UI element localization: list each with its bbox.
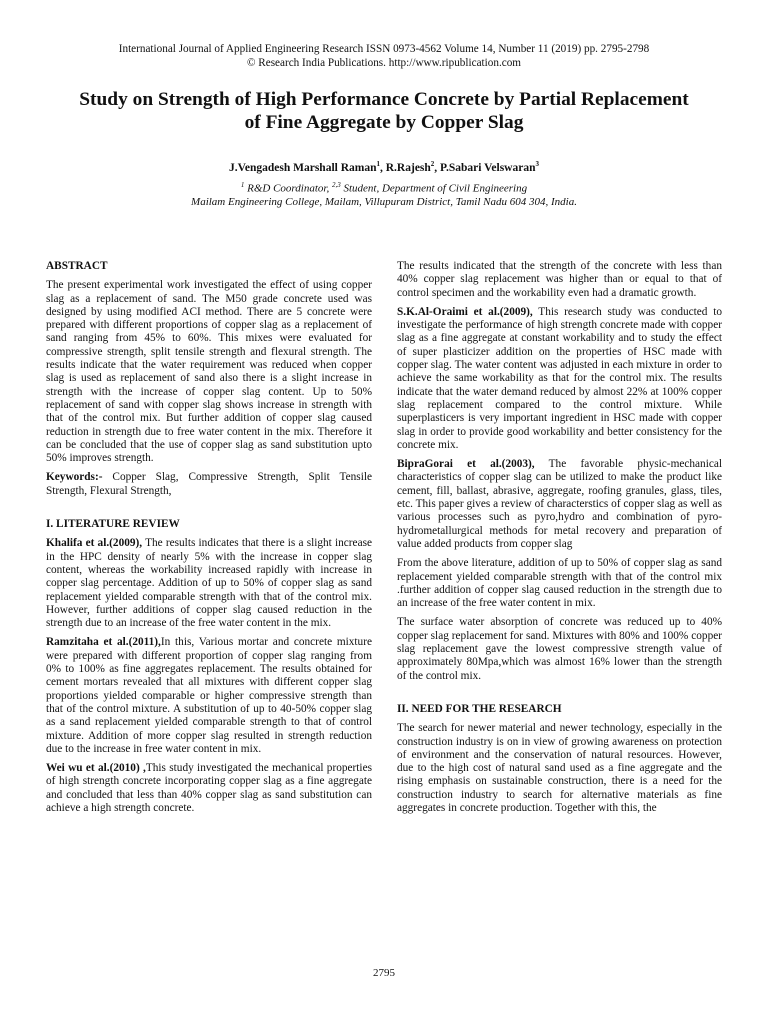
author-1-sup: 1 <box>376 160 380 168</box>
abstract-body: The present experimental work investigated the effect of using copper slag as a replacement of sand. The M50 grade concrete used was designed by using modified ACI method. There are 5 concrete were prepared with different proportions of copper slag as a replacement of sand ranging from 45% to 60%. This mixes were evaluated for compressive strength, split tensile strength and flexural strength. The results indicate that the water requirement was reduced when copper slag is used as replacement of sand also there is a slight increase in strength with the increase of copper slag content. Up to 50% replacement of sand with copper slag shows increase in strength with that of the control mix. But further addition of copper slag caused reduction in strength due to free water content in the mix. Therefore it can be concluded that the use of copper slag as sand substitution upto 50% improves strength. <box>46 279 372 465</box>
author-separator: , <box>380 161 386 174</box>
literature-review-heading: I. LITERATURE REVIEW <box>46 518 180 531</box>
lit-paragraph-weiwu <box>46 762 372 815</box>
lit-lead-aloraimi: S.K.Al-Oraimi et al.(2009), <box>397 305 533 318</box>
keywords-label: Keywords:- <box>46 471 103 484</box>
title-line2: of Fine Aggregate by Copper Slag <box>244 112 524 133</box>
author-2-sup: 2 <box>430 160 435 168</box>
aff-sup-2: 2,3 <box>331 181 341 189</box>
author-2: R.Rajesh <box>385 161 431 174</box>
lit-paragraph-weiwu-cont: The results indicated that the strength of the concrete with less than 40% copper slag replacement was higher than or equal to that of control specimen and the workability even had a dramatic growth. <box>397 260 722 299</box>
journal-header-line1: International Journal of Applied Engineering Research ISSN 0973-4562 Volume 14, Number 11 (2019) pp. 2795-2798 <box>118 43 650 55</box>
lit-lead-bipragorai: BipraGorai et al.(2003), <box>397 458 535 471</box>
title-line1: Study on Strength of High Performance Concrete by Partial Replacement <box>79 89 689 110</box>
lit-paragraph-summary: From the above literature, addition of up to 50% of copper slag as sand replacement yielded comparable strength with that of the control mix .further addition of copper slag caused reduction in the strength due to an increase of the free water content in mix. <box>397 557 722 610</box>
right-column <box>397 260 722 821</box>
lit-text-ramzitaha: In this, Various mortar and concrete mixture were prepared with different proportion of copper slag ranging from 0% to 100% as fine aggregates replacement. The results obtained for cement mortars revealed that all mixtures with different copper slag proportions yielded comparable or higher compressive strength than that of the control mixture. A substitution of up to 40-50% copper slag as a sand replacement yielded comparable strength to that of control mixture. Addition of more copper slag resulted in strength reduction due to the increase in free water content in mix. <box>46 636 372 755</box>
aff-role-1: R&D Coordinator, <box>247 182 332 195</box>
lit-lead-ramzitaha: Ramzitaha et al.(2011), <box>46 636 161 649</box>
lit-text-bipragorai: The favorable physic-mechanical characteristics of copper slag can be utilized to make the product like cement, fill, ballast, abrasive, aggregate, roofing granules, glass, tiles, etc. This paper gives a review of characterstics of copper slag as well as various processes such as pyro,hydro and combination of pyro-hydrometallurgical methods for metal recovery and preparation of value added products from copper slag <box>397 458 723 550</box>
aff-sup-1: 1 <box>240 181 245 189</box>
lit-paragraph-khalifa <box>46 537 372 630</box>
affiliation-line1 <box>0 181 768 195</box>
need-paragraph: The search for newer material and newer technology, especially in the construction industry is on in view of growing awareness on protection of environment and the conservation of natural resources. However, due to the high cost of natural sand used as a fine aggregate and the rising emphasis on sustainable construction, there is a need for the construction industry to search for alternative materials as fine aggregates in concrete production. Together with this, the <box>397 722 722 814</box>
author-separator: , <box>434 161 441 174</box>
page-number: 2795 <box>373 967 395 979</box>
affiliation-line2: Mailam Engineering College, Mailam, Villupuram District, Tamil Nadu 604 304, India. <box>191 196 577 208</box>
journal-header <box>0 42 768 70</box>
lit-paragraph-absorption: The surface water absorption of concrete was reduced up to 40% copper slag replacement for sand. Mixtures with 80% and 100% copper slag replacement gave the lowest compressive strength value of approximately 80Mpa,which was almost 16% lower than the strength of the control mix. <box>397 616 722 682</box>
author-list <box>0 160 768 174</box>
lit-paragraph-bipragorai <box>397 458 722 551</box>
keywords <box>46 471 372 498</box>
lit-text-aloraimi: This research study was conducted to investigate the performance of high strength concrete made with copper slag as a fine aggregate at constant workability and to study the effect of super plasticizer addition on the properties of HSC made with copper slag. The water content was adjusted in each mixture in order to achieve the same workability as that for the control mix. The results indicate that the water demand reduced by almost 22% at 100% copper slag replacement compared to the control mixture. While superplasticers is very important ingredient in HSC made with copper slag in order to provide good workability and better consistency for the concrete mix. <box>397 305 722 451</box>
need-heading: II. NEED FOR THE RESEARCH <box>397 702 562 715</box>
aff-role-2: Student, Department of Civil Engineering <box>343 182 528 195</box>
author-3-sup: 3 <box>535 160 539 168</box>
author-1: J.Vengadesh Marshall Raman <box>229 161 377 174</box>
journal-header-line2: © Research India Publications. http://www.ripublication.com <box>246 57 522 69</box>
lit-text-khalifa: The results indicates that there is a slight increase in the HPC density of nearly 5% with the increase in copper slag content, whereas the workability increased rapidly with increase in copper slag percentage. Addition of up to 50% of copper slag as sand replacement yielded comparable strength with that of the control mix. However, further additions of copper slag caused reduction in the strength due to an increase of the free water content in the mix. <box>46 537 372 630</box>
lit-lead-khalifa: Khalifa et al.(2009), <box>46 537 143 550</box>
abstract-heading: ABSTRACT <box>46 260 108 272</box>
author-3: P.Sabari Velswaran <box>440 161 536 174</box>
lit-text-weiwu: This study investigated the mechanical properties of high strength concrete incorporating copper slag as a fine aggregate and concluded that less than 40% copper slag as sand substitution can achieve a high strength concrete. <box>46 762 372 814</box>
left-column <box>46 260 372 821</box>
lit-paragraph-aloraimi <box>397 306 722 452</box>
lit-paragraph-ramzitaha <box>46 636 372 756</box>
keywords-text: Copper Slag, Compressive Strength, Split Tensile Strength, Flexural Strength, <box>46 471 372 497</box>
lit-lead-weiwu: Wei wu et al.(2010) , <box>46 762 146 775</box>
paper-title <box>30 88 738 134</box>
